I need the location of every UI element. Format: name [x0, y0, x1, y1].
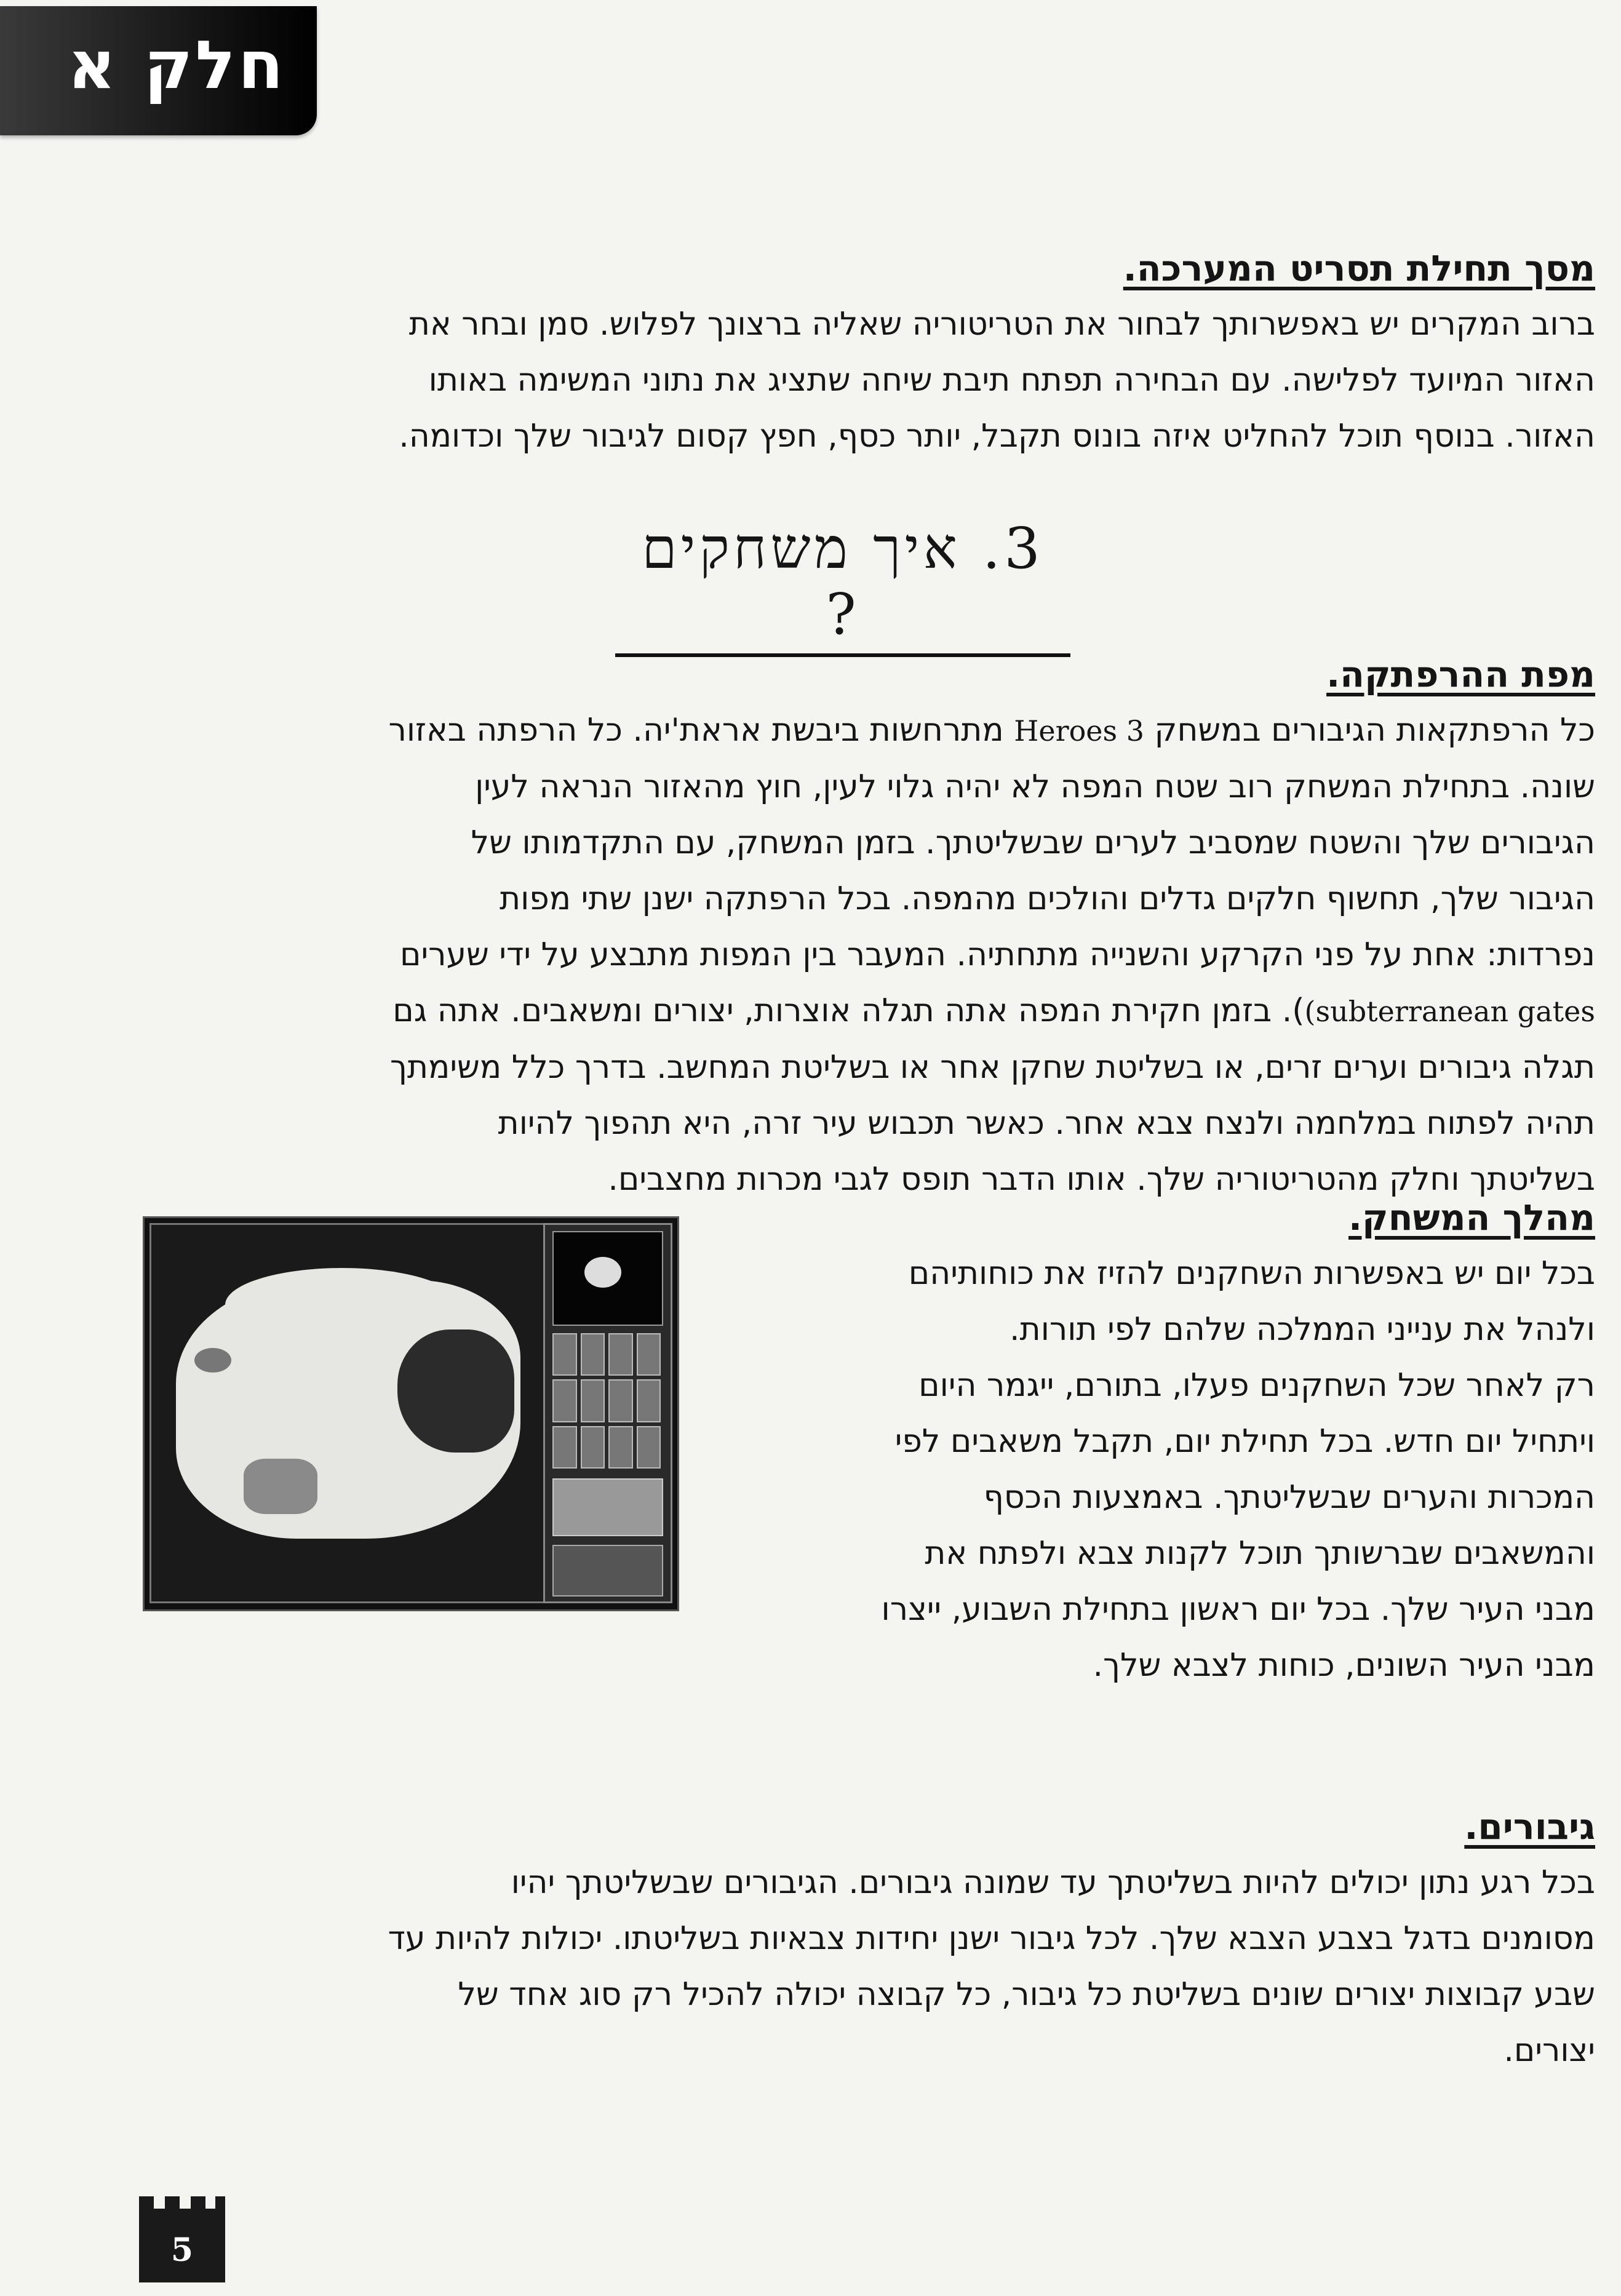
- slot: [552, 1333, 577, 1376]
- text-line: שבע קבוצות יצורים שונים בשליטת כל גיבור, כל קבוצה יכולה להכיל רק סוג אחד של: [458, 1976, 1595, 2013]
- text-line: בשליטתך וחלק מהטריטוריה שלך. אותו הדבר תופס לגבי מכרות מחצבים.: [608, 1161, 1595, 1198]
- slot: [552, 1379, 577, 1422]
- slot: [637, 1333, 661, 1376]
- text-line: נפרדות: אחת על פני הקרקע והשנייה מתחתיה. המעבר בין המפות מתבצע על ידי שערים: [400, 936, 1595, 973]
- army-row: [552, 1478, 663, 1536]
- latin-term: (subterranean gates: [1304, 995, 1595, 1028]
- hero-town-slots: [552, 1333, 661, 1469]
- text-line: הגיבור שלך, תחשוף חלקים גדלים והולכים מהמפה. בכל הרפתקה ישנן שתי מפות: [499, 880, 1595, 917]
- text-line: תגלה גיבורים וערים זרים, או בשליטת שחקן אחר או בשליטת המחשב. בדרך כלל משימתך: [389, 1049, 1595, 1086]
- text-segment: מתרחשות ביבשת אראת'יה. כל הרפתה באזור: [388, 712, 1014, 749]
- gameplay-heading: מהלך המשחק.: [1348, 1197, 1595, 1238]
- chapter-title: 3. איך משחקים ?: [615, 516, 1070, 657]
- text-line: בכל יום יש באפשרות השחקנים להזיז את כוחותיהם: [908, 1255, 1595, 1292]
- slot: [581, 1426, 605, 1469]
- text-line: מסומנים בדגל בצבע הצבא שלך. לכל גיבור ישנן יחידות צבאיות בשליטתו. יכולות להיות עד: [388, 1920, 1595, 1957]
- text-line: רק לאחר שכל השחקנים פעלו, בתורם, ייגמר היום: [918, 1367, 1595, 1404]
- text-line: והמשאבים שברשותך תוכל לקנות צבא ולפתח את: [925, 1535, 1595, 1572]
- text-segment: ). בזמן חקירת המפה אתה תגלה אוצרות, יצורים ומשאבים. אתה גם: [392, 992, 1305, 1029]
- slot: [637, 1379, 661, 1422]
- page-number: 5: [170, 2231, 194, 2269]
- mini-map: [552, 1231, 663, 1326]
- heroes-heading: גיבורים.: [1464, 1806, 1595, 1848]
- text-line: יצורים.: [1504, 2032, 1595, 2069]
- map-terrain: [244, 1459, 317, 1514]
- map-town: [397, 1329, 514, 1453]
- map-landmass: [225, 1268, 459, 1342]
- slot: [608, 1379, 633, 1422]
- part-tab: [0, 6, 317, 135]
- gameplay-paragraph: [734, 1246, 1595, 1694]
- slot: [552, 1426, 577, 1469]
- text-line: האזור המיועד לפלישה. עם הבחירה תפתח תיבת שיחה שתציג את נתוני המשימה באותו: [428, 362, 1595, 399]
- part-tab-label: חלק א: [67, 27, 286, 104]
- slot: [581, 1379, 605, 1422]
- text-line: האזור. בנוסף תוכל להחליט איזה בונוס תקבל, יותר כסף, חפץ קסום לגיבור שלך וכדומה.: [399, 418, 1595, 455]
- text-line: מבני העיר שלך. בכל יום ראשון בתחילת השבוע, ייצרו: [881, 1591, 1595, 1628]
- slot: [581, 1333, 605, 1376]
- text-line: [20, 983, 1595, 1040]
- heroes-paragraph: [20, 1855, 1595, 2079]
- text-line: שונה. בתחילת המשחק רוב שטח המפה לא יהיה גלוי לעין, חוץ מהאזור הנראה לעין: [475, 768, 1595, 805]
- game-side-panel: [543, 1223, 672, 1603]
- slot: [608, 1333, 633, 1376]
- text-line: ברוב המקרים יש באפשרותך לבחור את הטריטוריה שאליה ברצונך לפלוש. סמן ובחר את: [408, 306, 1595, 343]
- adventure-map-heading: מפת ההרפתקה.: [1326, 653, 1595, 695]
- game-screenshot: [143, 1216, 679, 1611]
- text-line: הגיבורים שלך והשטח שמסביב לערים שבשליטתך. בזמן המשחק, עם התקדמותו של: [471, 824, 1595, 861]
- text-line: תהיה לפתוח במלחמה ולנצח צבא אחר. כאשר תכבוש עיר זרה, היא תהפוך להיות: [498, 1105, 1595, 1142]
- status-bar: [552, 1545, 663, 1596]
- campaign-heading: מסך תחילת תסריט המערכה.: [1123, 247, 1595, 289]
- mini-map-land: [584, 1257, 621, 1288]
- adventure-map-paragraph: [20, 703, 1595, 1208]
- text-line: ויתחיל יום חדש. בכל תחילת יום, תקבל משאבים לפי: [894, 1423, 1595, 1460]
- text-segment: כל הרפתקאות הגיבורים במשחק: [1144, 712, 1595, 749]
- text-line: ולנהל את ענייני הממלכה שלהם לפי תורות.: [1010, 1311, 1595, 1348]
- campaign-paragraph: [26, 297, 1595, 464]
- adventure-map-view: [149, 1223, 547, 1603]
- game-title: Heroes 3: [1014, 714, 1145, 747]
- slot: [637, 1426, 661, 1469]
- map-terrain: [194, 1348, 231, 1373]
- text-line: [20, 703, 1595, 759]
- text-line: בכל רגע נתון יכולים להיות בשליטתך עד שמונה גיבורים. הגיבורים שבשליטתך יהיו: [511, 1864, 1595, 1901]
- slot: [608, 1426, 633, 1469]
- text-line: המכרות והערים שבשליטתך. באמצעות הכסף: [983, 1479, 1595, 1516]
- text-line: מבני העיר השונים, כוחות לצבא שלך.: [1093, 1647, 1595, 1684]
